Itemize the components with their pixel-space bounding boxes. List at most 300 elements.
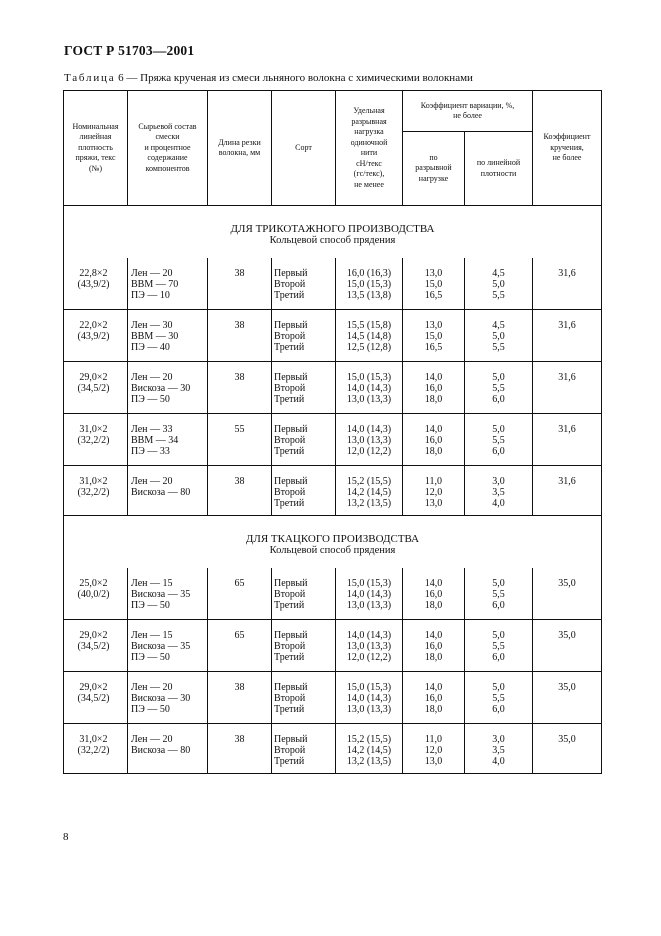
cell-variation-load-line: 14,0	[424, 424, 443, 435]
cell-variation-density-line: 5,5	[492, 383, 505, 394]
cell-twist	[533, 568, 602, 620]
cell-cut-length	[208, 672, 272, 724]
header-line: Коэффициент вариации, %,	[420, 100, 515, 110]
cell-composition-line: Лен — 30	[131, 320, 173, 331]
cell-variation-load-line: 13,0	[424, 756, 443, 767]
cell-grade-line: Третий	[274, 290, 305, 301]
cell-composition-line: ПЭ — 40	[131, 342, 170, 353]
table-row	[64, 620, 602, 672]
cell-composition-line: Вискоза — 35	[131, 589, 191, 600]
cell-variation-density-line: 5,5	[492, 693, 505, 704]
cell-composition-line: ПЭ — 50	[131, 600, 170, 611]
cell-grade	[272, 258, 336, 310]
header-variation-load	[403, 132, 465, 206]
header-line: сН/текс	[356, 158, 382, 168]
cell-twist-value: 31,6	[558, 476, 576, 487]
cell-density	[64, 310, 128, 362]
cell-breaking-load-line: 12,5 (12,8)	[346, 342, 392, 353]
cell-variation-density	[465, 258, 533, 310]
cell-density-line: (43,9/2)	[77, 279, 110, 290]
cell-variation-density-line: 4,5	[492, 268, 505, 279]
cell-breaking-load-line: 15,0 (15,3)	[346, 682, 392, 693]
cell-composition	[128, 620, 208, 672]
cell-variation-load-line: 13,0	[424, 320, 443, 331]
table-row	[64, 310, 602, 362]
cell-grade-line: Первый	[274, 734, 308, 745]
cell-variation-density-line: 3,5	[492, 487, 505, 498]
table-caption-text: 6 — Пряжа крученая из смеси льняного волокна с химическими волокнами	[115, 72, 473, 84]
cell-breaking-load-line: 14,2 (14,5)	[346, 745, 392, 756]
cell-cut-length	[208, 414, 272, 466]
header-line: Номинальная	[72, 121, 119, 131]
cell-variation-density-line: 6,0	[492, 394, 505, 405]
cell-grade-line: Первый	[274, 578, 308, 589]
header-line: пряжи, текс	[75, 153, 116, 163]
cell-grade	[272, 362, 336, 414]
cell-variation-load-line: 16,0	[424, 589, 443, 600]
cell-cut-length-value: 55	[234, 424, 245, 435]
cell-twist	[533, 310, 602, 362]
cell-twist	[533, 362, 602, 414]
cell-composition	[128, 672, 208, 724]
cell-grade-line: Второй	[274, 589, 306, 600]
cell-breaking-load	[336, 466, 403, 516]
cell-twist-value: 35,0	[558, 578, 576, 589]
section-header	[64, 516, 602, 569]
cell-breaking-load-line: 16,0 (16,3)	[346, 268, 392, 279]
cell-breaking-load	[336, 362, 403, 414]
cell-composition-line: Вискоза — 35	[131, 641, 191, 652]
cell-grade-line: Третий	[274, 756, 305, 767]
cell-grade	[272, 672, 336, 724]
cell-variation-load-line: 18,0	[424, 600, 443, 611]
cell-variation-load-line: 16,5	[424, 342, 443, 353]
header-line: по	[429, 152, 438, 162]
table-row	[64, 672, 602, 724]
cell-variation-load-line: 16,0	[424, 435, 443, 446]
cell-variation-density	[465, 362, 533, 414]
cell-variation-density-line: 5,0	[492, 682, 505, 693]
cell-variation-load-line: 14,0	[424, 372, 443, 383]
cell-variation-density-line: 4,0	[492, 756, 505, 767]
cell-breaking-load-line: 13,2 (13,5)	[346, 498, 392, 509]
header-line: не менее	[354, 179, 384, 189]
header-line: плотности	[480, 168, 517, 178]
cell-twist	[533, 466, 602, 516]
cell-composition-line: ПЭ — 50	[131, 704, 170, 715]
cell-variation-density-line: 5,5	[492, 435, 505, 446]
cell-variation-load-line: 11,0	[424, 734, 443, 745]
cell-cut-length-value: 65	[234, 630, 245, 641]
cell-density-line: (32,2/2)	[77, 487, 110, 498]
cell-breaking-load-line: 13,0 (13,3)	[346, 394, 392, 405]
cell-density-line: (32,2/2)	[77, 745, 110, 756]
cell-variation-load	[403, 466, 465, 516]
cell-variation-load-line: 18,0	[424, 704, 443, 715]
cell-variation-density-line: 3,0	[492, 734, 505, 745]
cell-variation-density	[465, 466, 533, 516]
cell-variation-density	[465, 672, 533, 724]
cell-breaking-load-line: 12,0 (12,2)	[346, 446, 392, 457]
cell-breaking-load-line: 14,0 (14,3)	[346, 693, 392, 704]
header-density	[64, 91, 128, 206]
table-row	[64, 568, 602, 620]
cell-breaking-load-line: 15,0 (15,3)	[346, 578, 392, 589]
cell-twist	[533, 672, 602, 724]
cell-composition-line: Вискоза — 80	[131, 487, 191, 498]
cell-grade-line: Второй	[274, 487, 306, 498]
cell-density-line: 31,0×2	[79, 734, 108, 745]
cell-variation-density	[465, 414, 533, 466]
table-row	[64, 466, 602, 516]
cell-composition-line: Лен — 20	[131, 268, 173, 279]
cell-grade-line: Второй	[274, 331, 306, 342]
section-subtitle: Кольцевой способ прядения	[269, 235, 396, 246]
cell-grade-line: Первый	[274, 372, 308, 383]
cell-variation-density	[465, 620, 533, 672]
cell-breaking-load	[336, 258, 403, 310]
cell-variation-load-line: 13,0	[424, 498, 443, 509]
cell-density	[64, 414, 128, 466]
cell-cut-length	[208, 466, 272, 516]
cell-variation-load-line: 15,0	[424, 331, 443, 342]
cell-variation-load	[403, 414, 465, 466]
header-line: (гс/текс),	[353, 169, 385, 178]
cell-grade-line: Третий	[274, 498, 305, 509]
cell-composition-line: ПЭ — 33	[131, 446, 170, 457]
cell-variation-load-line: 12,0	[424, 487, 443, 498]
cell-breaking-load-line: 15,5 (15,8)	[346, 320, 392, 331]
cell-composition	[128, 362, 208, 414]
cell-variation-load	[403, 672, 465, 724]
cell-cut-length-value: 38	[234, 476, 245, 487]
cell-grade-line: Первый	[274, 268, 308, 279]
cell-density-line: 31,0×2	[79, 424, 108, 435]
header-cut-length	[208, 91, 272, 206]
cell-twist-value: 31,6	[558, 372, 576, 383]
cell-twist-value: 31,6	[558, 268, 576, 279]
header-line: Коэффициент	[543, 132, 591, 142]
header-line: Сырьевой состав	[138, 121, 197, 131]
cell-variation-density-line: 4,5	[492, 320, 505, 331]
cell-grade-line: Первый	[274, 320, 308, 331]
cell-cut-length-value: 38	[234, 320, 245, 331]
cell-breaking-load-line: 13,0 (13,3)	[346, 641, 392, 652]
cell-variation-density-line: 6,0	[492, 446, 505, 457]
cell-breaking-load	[336, 568, 403, 620]
cell-variation-load-line: 16,5	[424, 290, 443, 301]
header-line: линейная	[79, 132, 112, 142]
cell-density	[64, 620, 128, 672]
header-line: волокна, мм	[218, 148, 261, 157]
cell-density	[64, 258, 128, 310]
cell-twist-value: 31,6	[558, 320, 576, 331]
cell-twist	[533, 258, 602, 310]
header-line: Сорт	[295, 142, 312, 152]
cell-breaking-load-line: 14,2 (14,5)	[346, 487, 392, 498]
header-line: нагрузке	[418, 173, 449, 183]
cell-grade	[272, 414, 336, 466]
cell-variation-density-line: 5,5	[492, 589, 505, 600]
cell-composition-line: Лен — 20	[131, 734, 173, 745]
cell-variation-density-line: 6,0	[492, 652, 505, 663]
cell-variation-load-line: 16,0	[424, 383, 443, 394]
cell-variation-load-line: 15,0	[424, 279, 443, 290]
header-line: плотность	[78, 142, 113, 152]
cell-twist	[533, 724, 602, 774]
cell-composition-line: ПЭ — 10	[131, 290, 170, 301]
cell-variation-load-line: 16,0	[424, 641, 443, 652]
table-row	[64, 414, 602, 466]
cell-density	[64, 362, 128, 414]
header-line: по линейной	[476, 158, 521, 168]
cell-density-line: 29,0×2	[79, 682, 108, 693]
cell-cut-length-value: 38	[234, 372, 245, 383]
cell-breaking-load	[336, 724, 403, 774]
table-row	[64, 258, 602, 310]
cell-variation-density-line: 5,0	[492, 279, 505, 290]
cell-variation-load	[403, 258, 465, 310]
header-line: нагрузка	[354, 127, 384, 136]
cell-grade-line: Третий	[274, 446, 305, 457]
header-grade	[272, 91, 336, 206]
cell-grade	[272, 466, 336, 516]
cell-breaking-load	[336, 414, 403, 466]
cell-density-line: (43,9/2)	[77, 331, 110, 342]
cell-cut-length-value: 38	[234, 268, 245, 279]
header-twist	[533, 91, 602, 206]
cell-composition-line: Лен — 20	[131, 682, 173, 693]
cell-variation-load-line: 14,0	[424, 630, 443, 641]
header-line: разрывной	[415, 163, 452, 173]
cell-breaking-load-line: 14,0 (14,3)	[346, 589, 392, 600]
cell-composition	[128, 414, 208, 466]
cell-composition	[128, 258, 208, 310]
cell-density-line: 22,0×2	[79, 320, 108, 331]
cell-variation-load	[403, 724, 465, 774]
cell-variation-load	[403, 568, 465, 620]
cell-breaking-load-line: 15,2 (15,5)	[346, 476, 392, 487]
header-line: не более	[453, 111, 482, 121]
section-subtitle: Кольцевой способ прядения	[269, 545, 396, 556]
cell-density-line: 31,0×2	[79, 476, 108, 487]
section-header	[64, 206, 602, 259]
cell-variation-density	[465, 724, 533, 774]
cell-grade-line: Третий	[274, 342, 305, 353]
cell-density	[64, 724, 128, 774]
cell-variation-load	[403, 310, 465, 362]
section-heading	[64, 206, 602, 259]
cell-variation-density-line: 6,0	[492, 600, 505, 611]
header-line: одиночной	[350, 137, 388, 147]
cell-composition-line: ПЭ — 50	[131, 394, 170, 405]
header-line: компонентов	[145, 163, 190, 173]
header-line: кручения,	[550, 142, 584, 152]
cell-variation-density	[465, 568, 533, 620]
cell-composition-line: Вискоза — 80	[131, 745, 191, 756]
cell-grade-line: Третий	[274, 652, 305, 663]
cell-density	[64, 672, 128, 724]
cell-composition	[128, 466, 208, 516]
cell-variation-load-line: 14,0	[424, 682, 443, 693]
cell-variation-load-line: 18,0	[424, 394, 443, 405]
cell-twist-value: 35,0	[558, 630, 576, 641]
cell-grade-line: Первый	[274, 424, 308, 435]
section-title: ДЛЯ ТРИКОТАЖНОГО ПРОИЗВОДСТВА	[230, 223, 435, 235]
cell-composition-line: ВВМ — 70	[131, 279, 179, 290]
cell-variation-density-line: 5,0	[492, 578, 505, 589]
cell-variation-density-line: 5,0	[492, 424, 505, 435]
cell-variation-density-line: 5,0	[492, 372, 505, 383]
cell-density-line: (32,2/2)	[77, 435, 110, 446]
cell-cut-length	[208, 568, 272, 620]
cell-variation-load-line: 18,0	[424, 652, 443, 663]
cell-cut-length-value: 65	[234, 578, 245, 589]
cell-variation-load-line: 14,0	[424, 578, 443, 589]
cell-variation-load-line: 18,0	[424, 446, 443, 457]
cell-breaking-load-line: 13,0 (13,3)	[346, 435, 392, 446]
cell-breaking-load-line: 14,0 (14,3)	[346, 424, 392, 435]
header-line: (№)	[89, 163, 102, 173]
section-heading	[64, 516, 602, 569]
cell-variation-density-line: 5,0	[492, 630, 505, 641]
cell-grade-line: Третий	[274, 600, 305, 611]
cell-variation-load-line: 16,0	[424, 693, 443, 704]
cell-cut-length	[208, 362, 272, 414]
cell-breaking-load-line: 12,0 (12,2)	[346, 652, 392, 663]
cell-grade-line: Второй	[274, 745, 306, 756]
cell-composition-line: Лен — 20	[131, 476, 173, 487]
header-line: смески	[155, 132, 180, 142]
cell-density-line: (40,0/2)	[77, 589, 110, 600]
cell-breaking-load-line: 15,0 (15,3)	[346, 279, 392, 290]
cell-breaking-load-line: 13,5 (13,8)	[346, 290, 392, 301]
header-variation	[403, 91, 533, 132]
cell-cut-length	[208, 310, 272, 362]
cell-composition-line: Вискоза — 30	[131, 383, 191, 394]
cell-cut-length-value: 38	[234, 734, 245, 745]
cell-breaking-load	[336, 310, 403, 362]
cell-breaking-load-line: 14,0 (14,3)	[346, 383, 392, 394]
cell-cut-length-value: 38	[234, 682, 245, 693]
cell-grade-line: Третий	[274, 394, 305, 405]
cell-breaking-load-line: 13,0 (13,3)	[346, 704, 392, 715]
cell-twist-value: 35,0	[558, 682, 576, 693]
cell-variation-density-line: 6,0	[492, 704, 505, 715]
cell-variation-density-line: 3,0	[492, 476, 505, 487]
cell-grade	[272, 310, 336, 362]
header-composition	[128, 91, 208, 206]
cell-density-line: (34,5/2)	[77, 693, 110, 704]
header-line: нити	[360, 148, 378, 157]
header-line: Удельная	[353, 106, 385, 115]
cell-density	[64, 466, 128, 516]
cell-composition	[128, 568, 208, 620]
header-line: и процентное	[144, 142, 191, 152]
cell-grade-line: Первый	[274, 476, 308, 487]
cell-density-line: 22,8×2	[79, 268, 108, 279]
cell-density-line: (34,5/2)	[77, 641, 110, 652]
table-caption-prefix: Таблица	[64, 72, 116, 84]
cell-grade-line: Второй	[274, 435, 306, 446]
cell-grade-line: Второй	[274, 641, 306, 652]
table-header	[64, 91, 602, 206]
cell-density-line: (34,5/2)	[77, 383, 110, 394]
header-line: не более	[552, 153, 582, 163]
cell-variation-density-line: 3,5	[492, 745, 505, 756]
cell-breaking-load-line: 14,0 (14,3)	[346, 630, 392, 641]
cell-breaking-load	[336, 672, 403, 724]
cell-grade-line: Второй	[274, 693, 306, 704]
cell-composition-line: Лен — 15	[131, 630, 173, 641]
cell-composition-line: Лен — 15	[131, 578, 173, 589]
header-line: разрывная	[351, 116, 387, 126]
cell-density	[64, 568, 128, 620]
table-body	[64, 206, 602, 774]
cell-cut-length	[208, 620, 272, 672]
yarn-table	[63, 90, 602, 774]
header-line: содержание	[147, 153, 188, 163]
cell-variation-density-line: 5,0	[492, 331, 505, 342]
cell-composition-line: Лен — 33	[131, 424, 173, 435]
cell-breaking-load-line: 15,2 (15,5)	[346, 734, 392, 745]
cell-twist	[533, 620, 602, 672]
cell-variation-density-line: 5,5	[492, 342, 505, 353]
cell-variation-load-line: 13,0	[424, 268, 443, 279]
cell-breaking-load-line: 14,5 (14,8)	[346, 331, 392, 342]
page-number: 8	[63, 831, 69, 843]
header-line: Длина резки	[218, 137, 261, 147]
cell-variation-load	[403, 620, 465, 672]
cell-breaking-load-line: 13,2 (13,5)	[346, 756, 392, 767]
cell-breaking-load	[336, 620, 403, 672]
header-breaking-load	[336, 91, 403, 206]
cell-cut-length	[208, 724, 272, 774]
cell-twist-value: 31,6	[558, 424, 576, 435]
cell-variation-load	[403, 362, 465, 414]
cell-composition-line: ПЭ — 50	[131, 652, 170, 663]
cell-variation-load-line: 11,0	[424, 476, 443, 487]
document-title: ГОСТ Р 51703—2001	[64, 43, 195, 58]
cell-density-line: 29,0×2	[79, 372, 108, 383]
cell-breaking-load-line: 15,0 (15,3)	[346, 372, 392, 383]
cell-grade-line: Третий	[274, 704, 305, 715]
cell-composition	[128, 310, 208, 362]
section-title: ДЛЯ ТКАЦКОГО ПРОИЗВОДСТВА	[245, 533, 420, 545]
cell-variation-density	[465, 310, 533, 362]
cell-composition	[128, 724, 208, 774]
table-row	[64, 724, 602, 774]
cell-composition-line: ВВМ — 30	[131, 331, 179, 342]
cell-variation-density-line: 5,5	[492, 641, 505, 652]
cell-twist-value: 35,0	[558, 734, 576, 745]
cell-cut-length	[208, 258, 272, 310]
cell-composition-line: Вискоза — 30	[131, 693, 191, 704]
cell-breaking-load-line: 13,0 (13,3)	[346, 600, 392, 611]
cell-composition-line: ВВМ — 34	[131, 435, 179, 446]
cell-grade-line: Второй	[274, 383, 306, 394]
header-variation-density	[465, 132, 533, 206]
cell-composition-line: Лен — 20	[131, 372, 173, 383]
table-row	[64, 362, 602, 414]
cell-grade-line: Первый	[274, 630, 308, 641]
cell-grade-line: Первый	[274, 682, 308, 693]
cell-grade	[272, 620, 336, 672]
table-caption	[64, 72, 604, 84]
cell-density-line: 25,0×2	[79, 578, 108, 589]
cell-grade-line: Второй	[274, 279, 306, 290]
cell-grade	[272, 724, 336, 774]
